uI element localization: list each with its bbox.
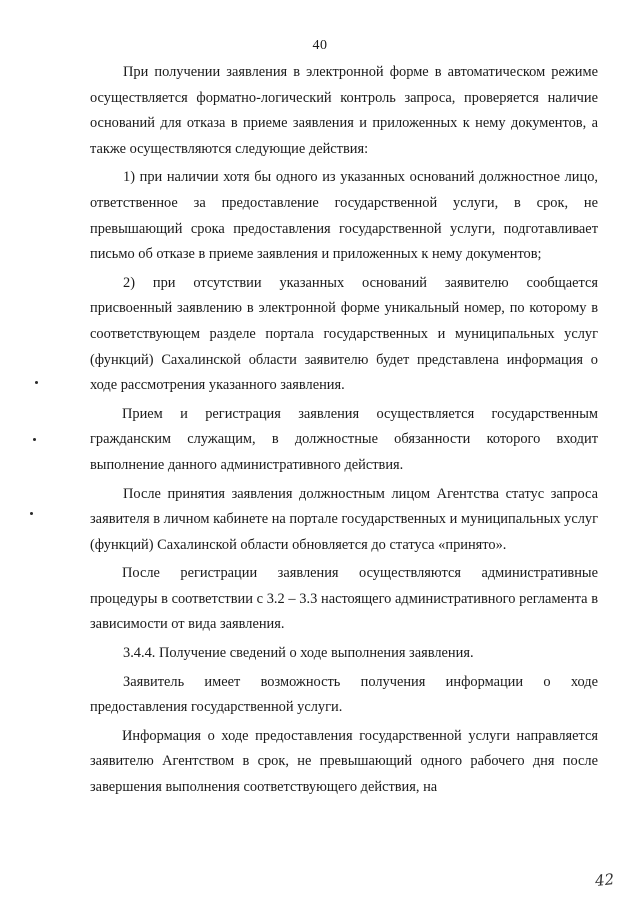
paragraph-status-update: После принятия заявления должностным лицом Агентства статус запроса заявителя в личном кабинете на портале государственных и муниципальных услуг (функций) Сахалинской области обновляется до статуса «принято». <box>90 485 598 553</box>
scan-speck <box>35 381 38 384</box>
page-number: 40 <box>312 38 328 53</box>
paragraph-applicant-info: Заявитель имеет возможность получения информации о ходе предоставления государственной услуги. <box>90 673 598 716</box>
scan-speck <box>33 438 36 441</box>
document-body <box>90 60 598 804</box>
paragraph-info-delivery: Информация о ходе предоставления государственной услуги направляется заявителю Агентством в срок, не превышающий одного рабочего дня после завершения выполнения соответствующего действия, на <box>90 727 598 796</box>
handwritten-page-number: 42 <box>594 870 615 890</box>
paragraph-administrative-procedures: После регистрации заявления осуществляются административные процедуры в соответствии с 3.2 – 3.3 настоящего административного регламента в зависимости от вида заявления. <box>90 565 598 633</box>
paragraph-electronic-application: При получении заявления в электронной форме в автоматическом режиме осуществляется форматно-логический контроль запроса, проверяется наличие оснований для отказа в приеме заявления и приложенных к нему документов, а также осуществляются следующие действия: <box>90 64 598 157</box>
section-heading-3-4-4: 3.4.4. Получение сведений о ходе выполнения заявления. <box>123 645 474 662</box>
scan-speck <box>30 512 33 515</box>
paragraph-reception-registration: Прием и регистрация заявления осуществляется государственным гражданским служащим, в должностные обязанности которого входит выполнение данного административного действия. <box>90 405 598 473</box>
paragraph-item-1-refusal: 1) при наличии хотя бы одного из указанных оснований должностное лицо, ответственное за предоставление государственной услуги, в срок, не превышающий срока предоставления государственной услуги, подготавливает письмо об отказе в приеме заявления и приложенных к нему документов; <box>90 169 598 263</box>
paragraph-item-2-unique-number: 2) при отсутствии указанных оснований заявителю сообщается присвоенный заявлению в электронной форме уникальный номер, по которому в соответствующем разделе портала государственных и муниципальных услуг (функций) Сахалинской области заявителю будет представлена информация о ходе рассмотрения указанного заявления. <box>90 274 598 394</box>
